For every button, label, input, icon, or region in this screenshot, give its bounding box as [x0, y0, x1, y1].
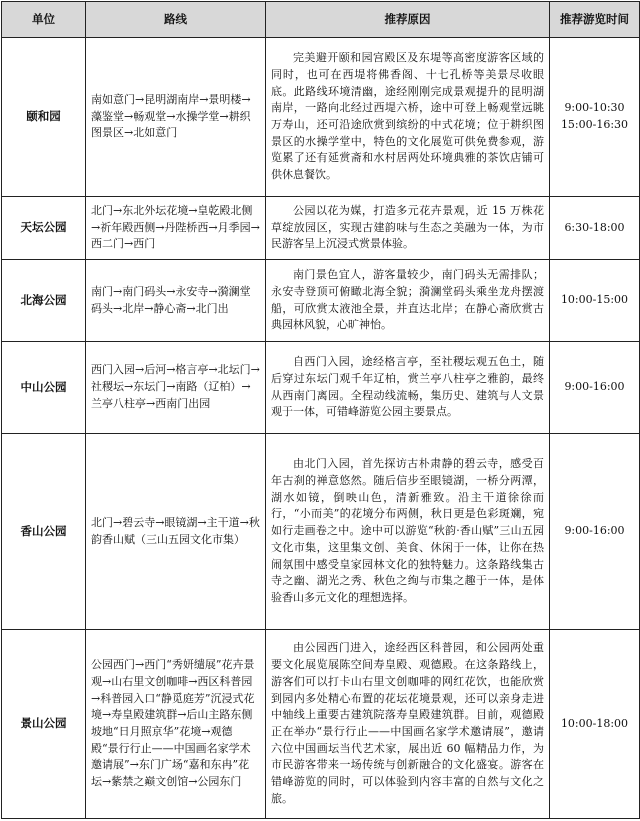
reason-text: 南门景色宜人，游客量较少，南门码头无需排队；永安寺登顶可俯瞰北海全貌；漪澜堂码头乘坐龙舟摆渡船，可欣赏太液池全景，并直达北岸；在静心斋欣赏古典园林风貌，心旷神怡。	[266, 260, 550, 342]
table-row	[2, 197, 640, 260]
visit-time	[550, 342, 640, 434]
route-text: 北门→东北外坛花境→皇乾殿北侧→祈年殿西侧→丹陛桥西→月季园→西二门→西门	[86, 197, 266, 260]
table-row	[2, 434, 640, 630]
park-name: 景山公园	[2, 630, 86, 819]
visit-time-slot: 15:00-16:30	[560, 118, 629, 131]
visit-time-slot: 9:00-10:30	[564, 101, 625, 115]
reason-text: 自西门入园，途经格言亭，至社稷坛观五色土，随后穿过东坛门观千年辽柏，赏兰亭八柱亭之雅韵，最终从西南门离园。全程动线流畅，集历史、建筑与人文景观于一体，可错峰游览公园主要景点。	[266, 342, 550, 434]
route-text: 公园西门→西门“秀妍缱展”花卉景观→山右里文创咖啡→西区科普园→科普园入口“静觅庭芳”沉浸式花境→寿皇殿建筑群→后山主路东侧坡地“日月照京华”花境→观德殿“景行行止——中国画名家学术邀请展”→东门广场“嘉和东冉”花坛→紫禁之巅文创馆→公园东门	[86, 630, 266, 819]
reason-text: 由公园西门进入，途经西区科普园，和公园两处重要文化展览展陈空间寿皇殿、观德殿。在这条路线上，游客们可以打卡山右里文创咖啡的网红花饮，也能欣赏到园内多处精心布置的花坛花境景观，还可以亲身走进中轴线上重要古建筑院落寿皇殿建筑群。目前，观德殿正在举办“景行行止——中国画名家学术邀请展”，邀请六位中国画坛当代艺术家，展出近 60 幅精品力作，为市民游客带来一场传统与创新融合的文化盛宴。游客在错峰游览的同时，可以体验到内容丰富的自然与文化之旅。	[266, 630, 550, 819]
reason-text: 由北门入园，首先探访古朴肃静的碧云寺，感受百年古刹的禅意悠然。随后信步至眼镜湖，一桥分两潭，湖水如镜，倒映山色，清新雅致。沿主干道徐徐而行，“小而美”的花境分布两侧，秋日更是色彩斑斓，宛如行走画卷之中。途中可以游览“秋韵·香山赋”三山五园文化市集，这里集文创、美食、休闲于一体，让你在热闹氛围中感受皇家园林文化的独特魅力。这条路线集古寺之幽、湖光之秀、秋色之绚与市集之趣于一体，是体验香山多元文化的理想选择。	[266, 434, 550, 630]
visit-time	[550, 260, 640, 342]
visit-time	[550, 434, 640, 630]
park-name: 中山公园	[2, 342, 86, 434]
table-row	[2, 342, 640, 434]
header-route: 路线	[86, 2, 266, 38]
visit-time	[550, 630, 640, 819]
visit-time-slot: 6:30-18:00	[564, 220, 625, 234]
visit-time	[550, 38, 640, 197]
visit-time	[550, 197, 640, 260]
park-name: 颐和园	[2, 38, 86, 197]
table-header-row	[2, 2, 640, 38]
reason-text: 完美避开颐和园宫殿区及东堤等高密度游客区域的同时，也可在西堤将佛香阁、十七孔桥等美景尽收眼底。此路线环境清幽，途经刚刚完成景观提升的昆明湖南岸，一路向北经过西堤六桥，途中可登上畅观堂远眺万寿山，还可沿途欣赏到缤纷的中式花境；位于耕织图景区的水操学堂中，特色的文化展览可供免费参观，游览累了还有延赏斋和水村居两处环境典雅的茶饮店铺可供休息餐饮。	[266, 38, 550, 197]
header-reason: 推荐原因	[266, 2, 550, 38]
route-text: 南门→南门码头→永安寺→漪澜堂码头→北岸→静心斋→北门出	[86, 260, 266, 342]
header-time: 推荐游览时间	[550, 2, 640, 38]
reason-text: 公园以花为媒，打造多元花卉景观，近 15 万株花草绽放园区，实现古建韵味与生态之美融为一体，为市民游客呈上沉浸式赏景体验。	[266, 197, 550, 260]
route-text: 西门入园→后河→格言亭→北坛门→社稷坛→东坛门→南路（辽柏）→兰亭八柱亭→西南门出园	[86, 342, 266, 434]
table-row	[2, 630, 640, 819]
park-name: 北海公园	[2, 260, 86, 342]
route-text: 北门→碧云寺→眼镜湖→主干道→秋韵香山赋（三山五园文化市集）	[86, 434, 266, 630]
route-text: 南如意门→昆明湖南岸→景明楼→藻鉴堂→畅观堂→水操学堂→耕织图景区→北如意门	[86, 38, 266, 197]
table-row	[2, 260, 640, 342]
visit-time-slot: 9:00-16:00	[564, 380, 625, 394]
visit-time-slot: 10:00-15:00	[560, 293, 629, 307]
header-unit: 单位	[2, 2, 86, 38]
park-name: 天坛公园	[2, 197, 86, 260]
visit-time-slot: 10:00-18:00	[560, 716, 629, 730]
scenic-route-table	[1, 1, 640, 819]
park-name: 香山公园	[2, 434, 86, 630]
table-row	[2, 38, 640, 197]
visit-time-slot: 9:00-16:00	[564, 524, 625, 538]
